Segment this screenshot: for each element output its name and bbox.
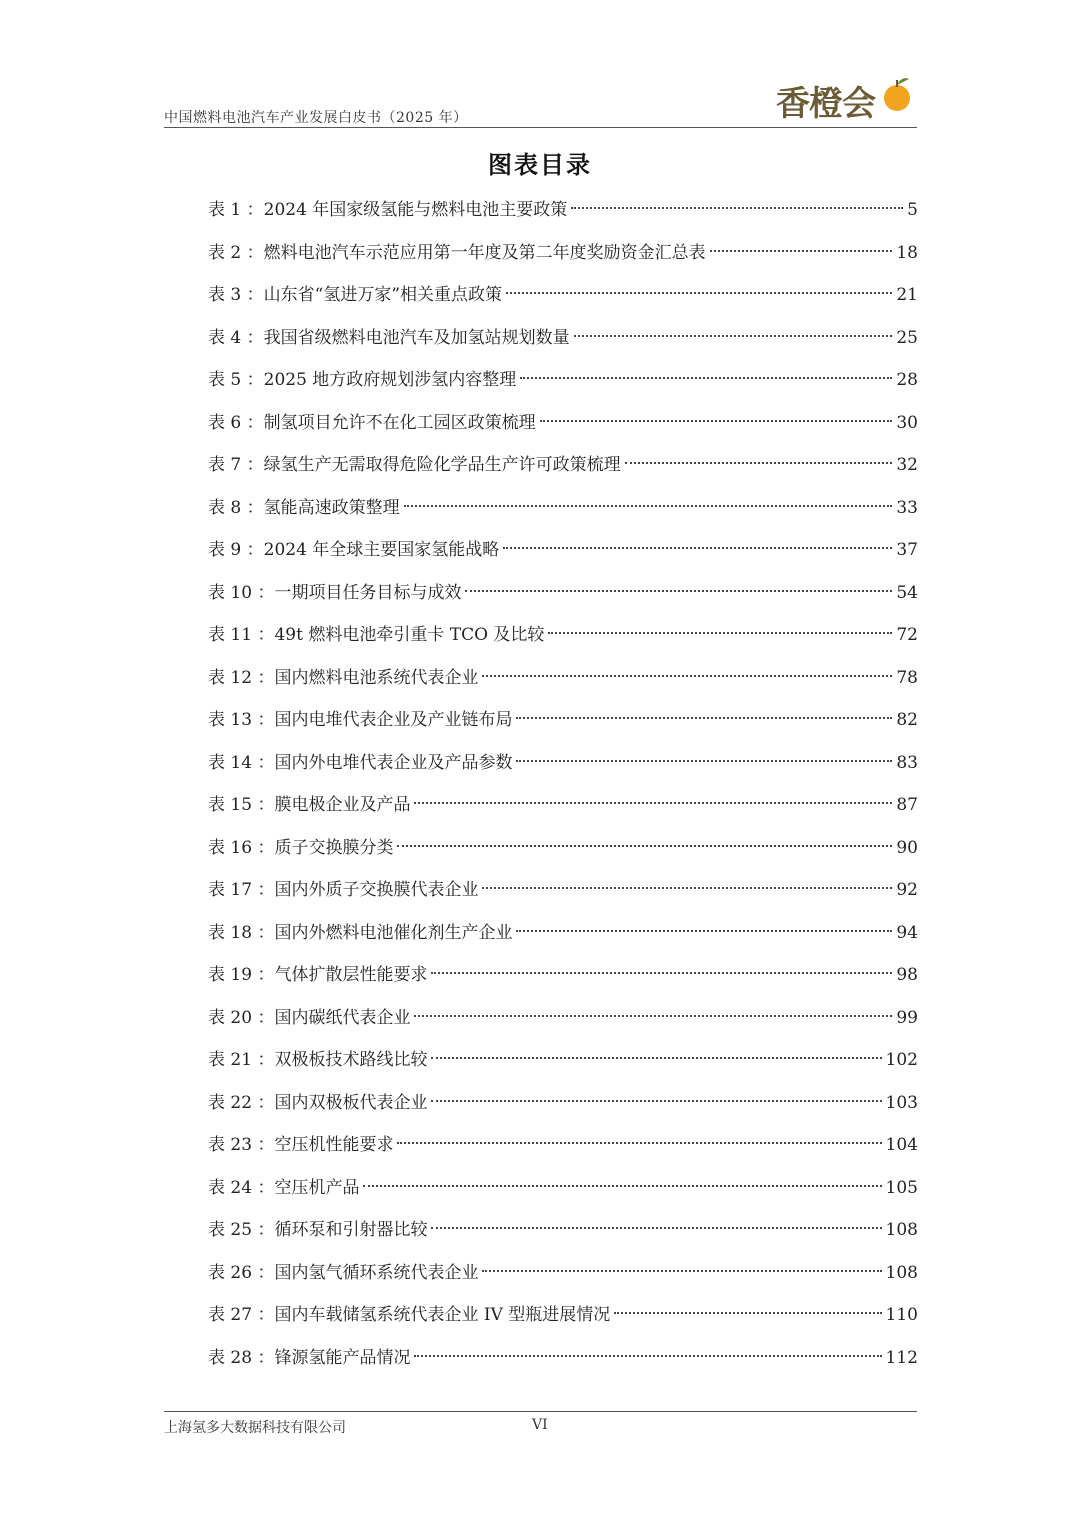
toc-entry[interactable] [208, 364, 918, 407]
toc-entry[interactable] [208, 1257, 918, 1300]
toc-entry-label: 空压机性能要求 [274, 1135, 394, 1155]
toc-entry-label: 我国省级燃料电池汽车及加氢站规划数量 [263, 327, 570, 348]
toc-entry-page: 110 [885, 1305, 918, 1325]
toc-leader-dots [516, 930, 892, 932]
toc-entry-number: 表 13 ： [208, 710, 275, 730]
toc-entry-label: 国内双极板代表企业 [274, 1092, 428, 1113]
toc-entry-number: 表 5 ： [208, 370, 264, 390]
toc-entry-page: 5 [907, 200, 918, 220]
toc-entry-label: 国内外燃料电池催化剂生产企业 [274, 922, 513, 943]
toc-entry-label: 国内碳纸代表企业 [274, 1007, 411, 1028]
toc-entry[interactable] [208, 194, 918, 237]
toc-entry-label: 膜电极企业及产品 [274, 795, 411, 815]
toc-entry-number: 表 27 ： [208, 1305, 275, 1325]
table-of-contents [208, 194, 918, 1384]
toc-entry-page: 105 [885, 1177, 918, 1198]
toc-entry-page: 28 [896, 370, 918, 390]
toc-leader-dots [465, 590, 892, 592]
toc-entry[interactable] [208, 279, 918, 322]
toc-entry-number: 表 14 ： [208, 752, 275, 773]
toc-entry[interactable] [208, 789, 918, 832]
toc-entry-label: 双极板技术路线比较 [274, 1050, 428, 1070]
toc-entry-page: 82 [896, 710, 918, 730]
toc-entry[interactable] [208, 577, 918, 620]
toc-leader-dots [482, 675, 892, 677]
toc-entry-label: 山东省“氢进万家”相关重点政策 [263, 285, 503, 305]
toc-entry-number: 表 15 ： [208, 795, 275, 815]
toc-entry-page: 92 [896, 880, 918, 900]
toc-entry-number: 表 24 ： [208, 1177, 275, 1198]
toc-entry-page: 37 [896, 540, 918, 560]
toc-entry[interactable] [208, 407, 918, 450]
toc-entry-number: 表 25 ： [208, 1220, 275, 1240]
toc-entry[interactable] [208, 1002, 918, 1045]
toc-entry-page: 83 [896, 752, 918, 773]
toc-entry[interactable] [208, 662, 918, 705]
toc-entry-number: 表 8 ： [208, 497, 264, 518]
orange-logo-icon [878, 74, 916, 116]
toc-entry-page: 108 [885, 1262, 918, 1283]
toc-entry-label: 2025 地方政府规划涉氢内容整理 [263, 370, 517, 390]
toc-entry[interactable] [208, 1172, 918, 1215]
toc-entry[interactable] [208, 917, 918, 960]
toc-entry[interactable] [208, 1044, 918, 1087]
toc-leader-dots [414, 1355, 881, 1357]
toc-entry-label: 燃料电池汽车示范应用第一年度及第二年度奖励资金汇总表 [263, 242, 706, 263]
footer-page-number: VI [532, 1417, 548, 1433]
toc-entry-number: 表 12 ： [208, 667, 275, 688]
page-title: 图表目录 [488, 151, 592, 179]
toc-entry[interactable] [208, 1129, 918, 1172]
toc-leader-dots [520, 377, 892, 379]
toc-leader-dots [482, 887, 892, 889]
toc-entry-number: 表 4 ： [208, 327, 264, 348]
toc-entry-number: 表 18 ： [208, 922, 275, 943]
toc-entry-label: 国内燃料电池系统代表企业 [274, 667, 479, 688]
toc-entry[interactable] [208, 322, 918, 365]
toc-entry-page: 99 [896, 1007, 918, 1028]
toc-entry-number: 表 28 ： [208, 1347, 275, 1368]
toc-entry-number: 表 1 ： [208, 200, 264, 220]
toc-leader-dots [571, 207, 903, 209]
toc-entry[interactable] [208, 534, 918, 577]
toc-entry[interactable] [208, 1299, 918, 1342]
toc-entry-number: 表 3 ： [208, 285, 264, 305]
toc-entry[interactable] [208, 874, 918, 917]
toc-leader-dots [503, 547, 892, 549]
toc-entry[interactable] [208, 449, 918, 492]
toc-entry-number: 表 20 ： [208, 1007, 275, 1028]
toc-entry-label: 循环泵和引射器比较 [274, 1220, 428, 1240]
toc-entry-number: 表 19 ： [208, 965, 275, 985]
toc-entry-label: 2024 年国家级氢能与燃料电池主要政策 [263, 200, 568, 220]
toc-entry[interactable] [208, 237, 918, 280]
toc-entry[interactable] [208, 832, 918, 875]
toc-entry-page: 87 [896, 795, 918, 815]
toc-entry-page: 104 [885, 1135, 918, 1155]
toc-leader-dots [625, 462, 893, 464]
toc-leader-dots [397, 1142, 881, 1144]
footer-divider [164, 1411, 917, 1412]
toc-entry-page: 94 [896, 922, 918, 943]
toc-entry-label: 国内车载储氢系统代表企业 IV 型瓶进展情况 [274, 1305, 611, 1325]
toc-entry-label: 国内氢气循环系统代表企业 [274, 1262, 479, 1283]
toc-leader-dots [540, 420, 893, 422]
toc-entry-page: 18 [896, 242, 918, 263]
toc-entry-number: 表 21 ： [208, 1050, 275, 1070]
toc-entry-page: 90 [896, 837, 918, 858]
toc-entry-page: 103 [885, 1092, 918, 1113]
toc-leader-dots [431, 972, 892, 974]
toc-leader-dots [548, 632, 892, 634]
toc-entry-number: 表 26 ： [208, 1262, 275, 1283]
toc-leader-dots [516, 760, 892, 762]
toc-entry[interactable] [208, 747, 918, 790]
toc-entry-number: 表 10 ： [208, 582, 275, 603]
toc-leader-dots [506, 292, 892, 294]
toc-entry-label: 气体扩散层性能要求 [274, 965, 428, 985]
toc-entry-number: 表 9 ： [208, 540, 264, 560]
toc-leader-dots [414, 802, 892, 804]
toc-entry-page: 21 [896, 285, 918, 305]
toc-entry-label: 2024 年全球主要国家氢能战略 [263, 540, 500, 560]
toc-entry-label: 国内外质子交换膜代表企业 [274, 880, 479, 900]
toc-entry-number: 表 2 ： [208, 242, 264, 263]
toc-leader-dots [404, 505, 893, 507]
toc-entry-label: 一期项目任务目标与成效 [274, 582, 462, 603]
toc-leader-dots [710, 250, 893, 252]
toc-entry-page: 78 [896, 667, 918, 688]
brand-logo [776, 70, 918, 122]
toc-entry-label: 49t 燃料电池牵引重卡 TCO 及比较 [274, 625, 545, 645]
toc-leader-dots [431, 1227, 881, 1229]
header-divider [164, 127, 917, 128]
toc-entry-page: 102 [885, 1050, 918, 1070]
toc-entry-page: 108 [885, 1220, 918, 1240]
toc-entry-label: 锋源氢能产品情况 [274, 1347, 411, 1368]
toc-leader-dots [414, 1015, 892, 1017]
toc-entry[interactable] [208, 1214, 918, 1257]
toc-entry-label: 制氢项目允许不在化工园区政策梳理 [263, 412, 536, 433]
toc-entry[interactable] [208, 959, 918, 1002]
toc-leader-dots [482, 1270, 881, 1272]
toc-entry[interactable] [208, 1342, 918, 1385]
header-title: 中国燃料电池汽车产业发展白皮书（2025 年） [164, 110, 468, 126]
toc-leader-dots [431, 1100, 881, 1102]
toc-entry-number: 表 22 ： [208, 1092, 275, 1113]
toc-entry-number: 表 17 ： [208, 880, 275, 900]
toc-entry-page: 33 [896, 497, 918, 518]
toc-leader-dots [397, 845, 892, 847]
toc-entry[interactable] [208, 704, 918, 747]
toc-entry[interactable] [208, 619, 918, 662]
toc-entry-page: 32 [896, 455, 918, 475]
logo-text: 香橙会 [776, 84, 875, 124]
toc-leader-dots [614, 1312, 881, 1314]
toc-leader-dots [516, 717, 892, 719]
toc-entry-number: 表 7 ： [208, 455, 264, 475]
toc-entry-number: 表 6 ： [208, 412, 264, 433]
toc-entry[interactable] [208, 1087, 918, 1130]
toc-entry-label: 氢能高速政策整理 [263, 497, 400, 518]
toc-entry-label: 绿氢生产无需取得危险化学品生产许可政策梳理 [263, 455, 621, 475]
toc-entry-number: 表 23 ： [208, 1135, 275, 1155]
toc-entry-page: 30 [896, 412, 918, 433]
toc-entry-label: 质子交换膜分类 [274, 837, 394, 858]
footer-company: 上海氢多大数据科技有限公司 [164, 1420, 346, 1436]
toc-entry-page: 98 [896, 965, 918, 985]
toc-entry-label: 国内外电堆代表企业及产品参数 [274, 752, 513, 773]
toc-entry-label: 国内电堆代表企业及产业链布局 [274, 710, 513, 730]
toc-entry[interactable] [208, 492, 918, 535]
toc-entry-page: 112 [885, 1347, 918, 1368]
toc-leader-dots [363, 1185, 881, 1187]
toc-entry-page: 54 [896, 582, 918, 603]
toc-leader-dots [431, 1057, 881, 1059]
toc-entry-page: 25 [896, 327, 918, 348]
toc-entry-page: 72 [896, 625, 918, 645]
toc-entry-number: 表 11 ： [208, 625, 275, 645]
toc-entry-number: 表 16 ： [208, 837, 275, 858]
toc-leader-dots [574, 335, 893, 337]
toc-entry-label: 空压机产品 [274, 1177, 360, 1198]
